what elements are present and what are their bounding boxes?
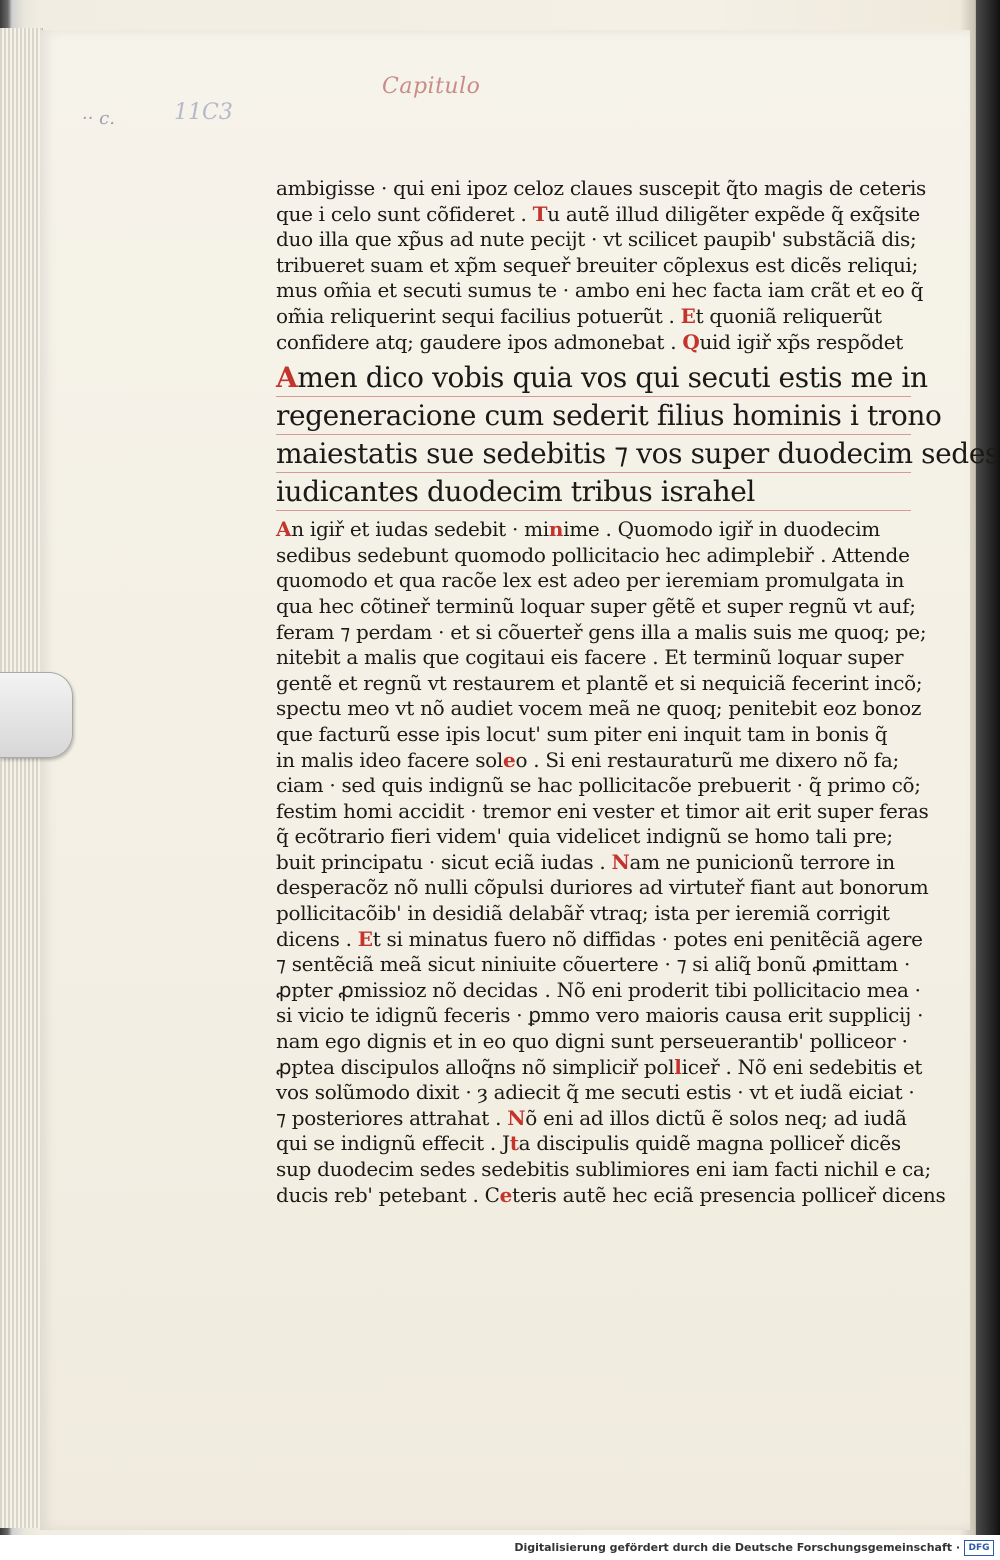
text-line [276, 227, 917, 253]
rubric-initial: e [499, 1182, 513, 1207]
text-line: ⁊ sentẽciã meã sicut niniuite cõuertere · ⁊ si aliq̃ bonũ ꝓmittam · [276, 952, 911, 977]
margin-marks-2: 11C3 [174, 100, 233, 125]
verse-text: men dico vobis quia vos qui secuti estis me in [297, 361, 928, 395]
rubric-initial: A [276, 361, 298, 395]
pencil-note: Capitulo [382, 74, 481, 99]
text-segment: tribueret suam et xp̃m sequeř breuiter cõplexus est dicẽs reliqui; [276, 252, 919, 277]
text-line [276, 176, 927, 202]
rubric-initial: N [507, 1105, 526, 1130]
text-line: q̃ ecõtrario fieri videm' quia videlicet indignũ se homo tali pre; [276, 824, 893, 849]
page-edges [0, 28, 43, 1528]
text-line: quomodo et qua racõe lex est adeo per ieremiam promulgata in [276, 568, 905, 593]
verse-text: maiestatis sue sedebitis ⁊ vos super duodecim sedes [276, 437, 999, 471]
text-line: in malis ideo facere soleo . Si eni restauraturũ me dixero nõ fa; [276, 747, 899, 772]
text-line: qui se indignũ effecit . Jta discipulis quidẽ magna polliceř dicẽs [276, 1131, 901, 1156]
rubric-initial: t [509, 1131, 519, 1156]
text-line: ducis reb' petebant . Ceteris autẽ hec eciã presencia polliceř dicens [276, 1182, 946, 1207]
footer-bar [0, 1535, 1000, 1560]
scanner-tab [0, 672, 73, 758]
text-line: vos solũmodo dixit · ȝ adiecit q̃ me secuti estis · vt et iudã eiciat · [276, 1080, 915, 1105]
text-segment: confidere atq; gaudere ipos admonebat . [276, 329, 683, 354]
text-segment: u autẽ illud diligẽter expẽde q̃ exq̃site [547, 201, 920, 226]
rubric-initial [686, 645, 693, 669]
text-line: ꝓpter ꝓmissioz nõ decidas . Nõ eni proderit tibi pollicitacio mea · [276, 977, 921, 1002]
text-line [276, 201, 920, 228]
text-segment: mus om̃ia et secuti sumus te · ambo eni hec facta iam crãt et eo q̃ [276, 278, 924, 303]
text-line: ꝓptea discipulos alloq̃ns nõ simpliciř polliceř . Nõ eni sedebitis et [276, 1054, 923, 1079]
margin-marks: ·· c. [82, 108, 115, 129]
text-line: An igiř et iudas sedebit · minime . Quomodo igiř in duodecim [276, 517, 880, 542]
text-line: feram ⁊ perdam · et si cõuerteř gens illa a malis suis me quoq; pe; [276, 619, 927, 644]
footer-credit: Digitalisierung gefördert durch die Deutsche Forschungsgemeinschaft · [514, 1541, 960, 1554]
text-segment: duo illa que xp̃us ad nute pecijt · vt scilicet paupib' substãciã dis; [276, 227, 917, 252]
rubric-initial: T [532, 201, 548, 226]
verse-line [276, 473, 911, 511]
text-line: dicens . Et si minatus fuero nõ diffidas · potes eni penitẽciã agere [276, 926, 923, 951]
text-block [276, 176, 999, 1208]
text-line [276, 304, 911, 330]
text-line [276, 252, 919, 279]
text-line: nitebit a malis que cogitaui eis facere . Et terminũ loquar super [276, 645, 904, 670]
text-line: que facturũ esse ipis locut' sum piter eni inquit tam in bonis q̃ [276, 721, 888, 746]
rubric-initial: N [611, 849, 630, 874]
right-binding-bar [976, 0, 1000, 1535]
rubric-initial: A [276, 517, 292, 542]
rubric-initial [813, 543, 820, 567]
rubric-initial: Q [682, 329, 700, 354]
text-line: desperacõz nõ nulli cõpulsi duriores ad virtuteř fiant aut bonorum [276, 875, 929, 900]
text-line: festim homi accidit · tremor eni vester et timor ait erit super feras [276, 798, 929, 823]
text-segment: ambigisse · qui eni ipoz celoz claues suscepit q̃to magis de ceteris [276, 176, 927, 200]
text-line: qua hec cõtineř terminũ loquar super gẽtẽ et super regnũ vt auf; [276, 593, 916, 618]
rubric-initial: E [357, 926, 373, 951]
text-line: pollicitacõib' in desidiã delabãř vtraq; ista per ieremiã corrigit [276, 901, 890, 926]
text-line: ciam · sed quis indignũ se hac pollicitacõe prebuerit · q̃ primo cõ; [276, 773, 921, 798]
rubric-initial: e [503, 747, 516, 772]
verse-line [276, 359, 928, 397]
verse-line [276, 435, 999, 473]
verse-text: regeneracione cum sederit filius hominis i trono [276, 399, 942, 433]
dfg-logo: DFG [964, 1540, 994, 1556]
verse-text: iudicantes duodecim tribus israhel [276, 475, 755, 509]
rubric-initial [538, 978, 545, 1002]
text-line [276, 330, 911, 356]
paragraph-1 [276, 176, 927, 355]
paragraph-2 [276, 517, 946, 1208]
rubric-initial: l [674, 1054, 682, 1079]
rubric-initial: E [680, 303, 696, 328]
bold-verse [276, 359, 999, 511]
rubric-initial: n [548, 517, 564, 542]
text-line: buit principatu · sicut eciã iudas . Nam ne punicionũ terrore in [276, 849, 895, 874]
text-segment: t quoniã reliquerũt [695, 303, 882, 328]
text-line: sup duodecim sedes sedebitis sublimiores eni iam facti nichil e ca; [276, 1157, 931, 1181]
text-line: spectu meo vt nõ audiet vocem meã ne quoq; penitebit eoz bonoz [276, 696, 922, 721]
text-segment: que i celo sunt cõfideret . [276, 201, 533, 226]
text-line: gentẽ et regnũ vt restaurem et plantẽ et si nequiciã fecerint incõ; [276, 670, 923, 695]
text-segment: om̃ia reliquerint sequi facilius potuerũt . [276, 303, 681, 328]
text-line [276, 278, 924, 304]
text-line: nam ego dignis et in eo quo digni sunt perseuerantib' polliceor · [276, 1029, 908, 1054]
verse-line [276, 397, 942, 435]
text-segment: uid igiř xp̃s respõdet [699, 329, 903, 354]
text-line: ⁊ posteriores attrahat . Nõ eni ad illos dictũ ẽ solos neq; ad iudã [276, 1105, 907, 1130]
text-line: sedibus sedebunt quomodo pollicitacio hec adimplebiř . Attende [276, 542, 910, 567]
text-line: si vicio te idignũ feceris · ꝑmmo vero maioris causa erit supplicij · [276, 1003, 924, 1028]
